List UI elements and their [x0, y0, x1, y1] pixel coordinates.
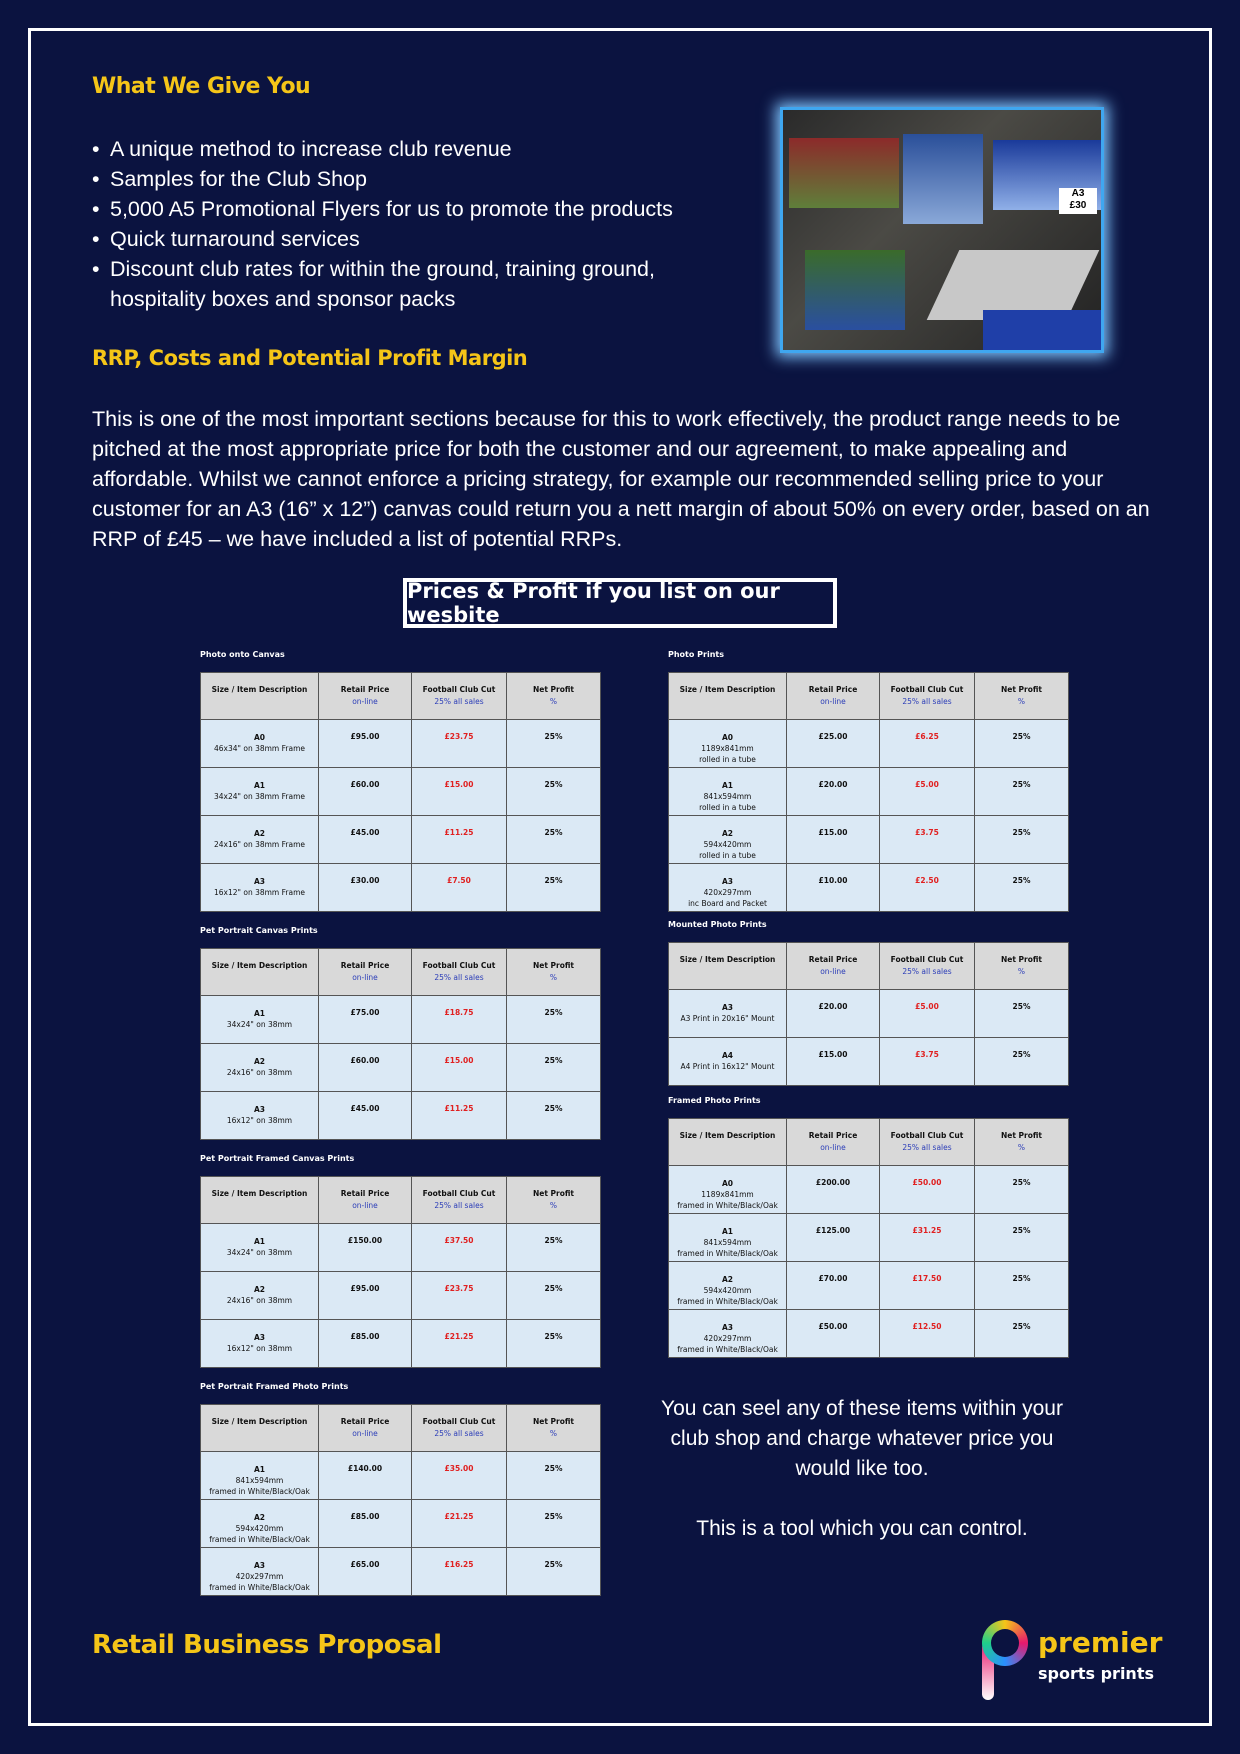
- column-header-label: Net Profit: [1000, 955, 1043, 964]
- column-header: [201, 1177, 319, 1224]
- sell-note: You can seel any of these items within your club shop and charge whatever price you would like too.: [661, 1397, 1063, 1480]
- retail-price-cell: £200.00: [787, 1166, 880, 1214]
- column-header-sub: %: [549, 1201, 558, 1210]
- table-row: [201, 720, 601, 768]
- size-label: A3: [253, 1561, 266, 1570]
- table-row: [669, 1262, 1069, 1310]
- table-row: [669, 1310, 1069, 1358]
- retail-price-cell: £65.00: [319, 1548, 412, 1596]
- net-profit-cell: 25%: [507, 864, 601, 912]
- size-cell: [201, 1272, 319, 1320]
- retail-price-cell: £50.00: [787, 1310, 880, 1358]
- net-profit-cell: 25%: [507, 996, 601, 1044]
- retail-price-cell: £85.00: [319, 1500, 412, 1548]
- size-label: A3: [253, 1333, 266, 1342]
- column-header: [507, 949, 601, 996]
- size-cell: [201, 720, 319, 768]
- column-header-label: Size / Item Description: [679, 955, 776, 964]
- table-header-row: [201, 949, 601, 996]
- benefit-item: • 5,000 A5 Promotional Flyers for us to promote the products: [92, 194, 673, 224]
- retail-price-cell: £20.00: [787, 990, 880, 1038]
- column-header-sub: on-line: [352, 973, 378, 982]
- column-header-label: Size / Item Description: [679, 685, 776, 694]
- size-description: 24x16" on 38mm Frame: [214, 840, 305, 849]
- size-description: 594x420mm framed in White/Black/Oak: [677, 1286, 778, 1306]
- table-row: [669, 720, 1069, 768]
- column-header-label: Net Profit: [532, 685, 575, 694]
- table-row: [201, 1092, 601, 1140]
- retail-price-cell: £95.00: [319, 720, 412, 768]
- net-profit-cell: 25%: [975, 720, 1069, 768]
- size-description: 594x420mm rolled in a tube: [699, 840, 756, 860]
- column-header: [412, 1177, 507, 1224]
- club-cut-cell: £21.25: [412, 1500, 507, 1548]
- column-header-label: Net Profit: [532, 1189, 575, 1198]
- table-row: [669, 816, 1069, 864]
- table-row: [201, 816, 601, 864]
- column-header: [880, 943, 975, 990]
- column-header-label: Size / Item Description: [211, 685, 308, 694]
- table-row: [201, 864, 601, 912]
- size-label: A2: [253, 1285, 266, 1294]
- column-header-label: Net Profit: [532, 961, 575, 970]
- column-header-label: Retail Price: [340, 961, 390, 970]
- price-table-title: Pet Portrait Framed Canvas Prints: [200, 1154, 355, 1163]
- size-cell: [201, 864, 319, 912]
- net-profit-cell: 25%: [975, 864, 1069, 912]
- column-header-label: Football Club Cut: [890, 685, 964, 694]
- table-header-row: [201, 1177, 601, 1224]
- club-shop-photo: [780, 107, 1104, 353]
- size-label: A2: [721, 829, 734, 838]
- retail-price-cell: £75.00: [319, 996, 412, 1044]
- retail-price-cell: £70.00: [787, 1262, 880, 1310]
- column-header-label: Football Club Cut: [890, 955, 964, 964]
- table-header-row: [201, 1405, 601, 1452]
- column-header: [319, 1405, 412, 1452]
- size-description: 16x12" on 38mm Frame: [214, 888, 305, 897]
- column-header-sub: on-line: [352, 697, 378, 706]
- what-we-give-heading: What We Give You: [92, 74, 311, 99]
- price-table: [668, 672, 1069, 912]
- control-note: This is a tool which you can control.: [696, 1517, 1028, 1540]
- size-cell: [201, 1320, 319, 1368]
- club-cut-cell: £15.00: [412, 768, 507, 816]
- club-cut-cell: £3.75: [880, 1038, 975, 1086]
- club-cut-cell: £16.25: [412, 1548, 507, 1596]
- size-label: A4: [721, 1051, 734, 1060]
- retail-price-cell: £85.00: [319, 1320, 412, 1368]
- table-row: [201, 768, 601, 816]
- club-cut-cell: £15.00: [412, 1044, 507, 1092]
- size-description: 420x297mm framed in White/Black/Oak: [209, 1572, 310, 1592]
- table-row: [201, 1452, 601, 1500]
- price-table-title: Pet Portrait Canvas Prints: [200, 926, 318, 935]
- net-profit-cell: 25%: [507, 1044, 601, 1092]
- table-row: [201, 1500, 601, 1548]
- size-label: A3: [253, 1105, 266, 1114]
- price-table-block: [668, 918, 1068, 1086]
- size-description: 16x12" on 38mm: [226, 1344, 293, 1353]
- size-description: 841x594mm framed in White/Black/Oak: [677, 1238, 778, 1258]
- club-cut-cell: £23.75: [412, 720, 507, 768]
- column-header-label: Football Club Cut: [422, 1189, 496, 1198]
- prices-banner-text: Prices & Profit if you list on our wesbite: [407, 582, 833, 624]
- size-cell: [669, 1262, 787, 1310]
- size-description: A4 Print in 16x12" Mount: [680, 1062, 775, 1071]
- size-cell: [201, 1500, 319, 1548]
- club-cut-cell: £5.00: [880, 990, 975, 1038]
- column-header-label: Retail Price: [808, 955, 858, 964]
- benefits-list: [92, 134, 673, 314]
- size-description: 34x24" on 38mm: [226, 1020, 293, 1029]
- table-row: [201, 1044, 601, 1092]
- column-header-label: Size / Item Description: [211, 961, 308, 970]
- size-description: 1189x841mm framed in White/Black/Oak: [677, 1190, 778, 1210]
- size-description: 24x16" on 38mm: [226, 1068, 293, 1077]
- net-profit-cell: 25%: [507, 1092, 601, 1140]
- club-cut-cell: £2.50: [880, 864, 975, 912]
- retail-price-cell: £10.00: [787, 864, 880, 912]
- size-label: A1: [721, 1227, 734, 1236]
- net-profit-cell: 25%: [507, 768, 601, 816]
- retail-price-cell: £45.00: [319, 1092, 412, 1140]
- column-header: [787, 673, 880, 720]
- column-header-sub: 25% all sales: [434, 973, 484, 982]
- column-header: [787, 1119, 880, 1166]
- size-cell: [201, 1548, 319, 1596]
- retail-price-cell: £15.00: [787, 816, 880, 864]
- price-table-title: Photo Prints: [668, 650, 724, 659]
- column-header: [880, 673, 975, 720]
- size-cell: [201, 768, 319, 816]
- column-header-sub: %: [549, 1429, 558, 1438]
- column-header-sub: 25% all sales: [902, 1143, 952, 1152]
- column-header-sub: on-line: [352, 1201, 378, 1210]
- column-header: [669, 943, 787, 990]
- size-cell: [201, 1044, 319, 1092]
- club-cut-cell: £7.50: [412, 864, 507, 912]
- club-cut-cell: £6.25: [880, 720, 975, 768]
- size-cell: [201, 1452, 319, 1500]
- club-cut-cell: £23.75: [412, 1272, 507, 1320]
- price-table-block: [668, 648, 1068, 912]
- retail-price-cell: £60.00: [319, 1044, 412, 1092]
- size-description: 594x420mm framed in White/Black/Oak: [209, 1524, 310, 1544]
- size-label: A2: [253, 829, 266, 838]
- club-cut-cell: £37.50: [412, 1224, 507, 1272]
- retail-price-cell: £95.00: [319, 1272, 412, 1320]
- retail-price-cell: £140.00: [319, 1452, 412, 1500]
- column-header-label: Football Club Cut: [422, 961, 496, 970]
- table-row: [201, 1272, 601, 1320]
- size-cell: [201, 1092, 319, 1140]
- column-header: [319, 949, 412, 996]
- size-description: 34x24" on 38mm: [226, 1248, 293, 1257]
- retail-price-cell: £25.00: [787, 720, 880, 768]
- price-table-title: Framed Photo Prints: [668, 1096, 761, 1105]
- retail-price-cell: £45.00: [319, 816, 412, 864]
- column-header: [880, 1119, 975, 1166]
- size-description: 24x16" on 38mm: [226, 1296, 293, 1305]
- column-header-sub: 25% all sales: [902, 967, 952, 976]
- size-cell: [669, 990, 787, 1038]
- size-label: A1: [253, 1009, 266, 1018]
- size-cell: [669, 720, 787, 768]
- column-header-sub: on-line: [820, 1143, 846, 1152]
- column-header: [507, 673, 601, 720]
- size-cell: [669, 1214, 787, 1262]
- column-header-sub: 25% all sales: [434, 697, 484, 706]
- size-description: 34x24" on 38mm Frame: [214, 792, 305, 801]
- column-header-sub: %: [1017, 697, 1026, 706]
- club-cut-cell: £50.00: [880, 1166, 975, 1214]
- column-header: [412, 1405, 507, 1452]
- rrp-heading: RRP, Costs and Potential Profit Margin: [92, 346, 528, 370]
- club-cut-cell: £21.25: [412, 1320, 507, 1368]
- club-cut-cell: £31.25: [880, 1214, 975, 1262]
- retail-price-cell: £15.00: [787, 1038, 880, 1086]
- column-header-sub: 25% all sales: [902, 697, 952, 706]
- column-header: [201, 1405, 319, 1452]
- column-header: [412, 673, 507, 720]
- column-header-label: Size / Item Description: [679, 1131, 776, 1140]
- size-label: A2: [721, 1275, 734, 1284]
- size-description: 1189x841mm rolled in a tube: [699, 744, 756, 764]
- logo-word-premier: premier: [1038, 1626, 1163, 1659]
- net-profit-cell: 25%: [507, 1320, 601, 1368]
- club-cut-cell: £12.50: [880, 1310, 975, 1358]
- size-cell: [201, 816, 319, 864]
- size-description: 841x594mm rolled in a tube: [699, 792, 756, 812]
- size-cell: [201, 1224, 319, 1272]
- size-label: A1: [253, 781, 266, 790]
- table-row: [669, 990, 1069, 1038]
- size-label: A3: [721, 1003, 734, 1012]
- size-cell: [669, 1310, 787, 1358]
- size-description: 46x34" on 38mm Frame: [214, 744, 305, 753]
- table-row: [201, 996, 601, 1044]
- net-profit-cell: 25%: [507, 1452, 601, 1500]
- pricing-intro-paragraph: This is one of the most important sections because for this to work effectively, the product range needs to be pitched at the most appropriate price for both the customer and our agreement, to make appealing and affordable. Whilst we cannot enforce a pricing strategy, for example our recommended selling price to your customer for an A3 (16” x 12”) canvas could return you a nett margin of about 50% on every order, based on an RRP of £45 – we have included a list of potential RRPs.: [92, 407, 1150, 551]
- column-header: [201, 949, 319, 996]
- net-profit-cell: 25%: [507, 720, 601, 768]
- price-table: [668, 1118, 1069, 1358]
- column-header-label: Retail Price: [340, 1417, 390, 1426]
- benefit-item: • A unique method to increase club revenue: [92, 134, 673, 164]
- benefit-item: • Samples for the Club Shop: [92, 164, 673, 194]
- size-label: A0: [721, 733, 734, 742]
- size-description: A3 Print in 20x16" Mount: [680, 1014, 775, 1023]
- size-cell: [669, 816, 787, 864]
- price-table-block: [200, 648, 600, 912]
- column-header-label: Net Profit: [532, 1417, 575, 1426]
- net-profit-cell: 25%: [507, 1224, 601, 1272]
- column-header-sub: on-line: [820, 967, 846, 976]
- club-cut-cell: £18.75: [412, 996, 507, 1044]
- column-header: [412, 949, 507, 996]
- net-profit-cell: 25%: [507, 1500, 601, 1548]
- size-cell: [669, 1038, 787, 1086]
- table-header-row: [669, 1119, 1069, 1166]
- column-header-sub: %: [549, 697, 558, 706]
- price-table-block: [200, 1380, 600, 1596]
- benefit-item: • Discount club rates for within the ground, training ground, hospitality boxes and sponsor packs: [92, 254, 673, 314]
- column-header: [669, 673, 787, 720]
- footer-title: Retail Business Proposal: [92, 1630, 442, 1660]
- club-cut-cell: £3.75: [880, 816, 975, 864]
- price-table-block: [668, 1094, 1068, 1358]
- net-profit-cell: 25%: [507, 816, 601, 864]
- club-cut-cell: £35.00: [412, 1452, 507, 1500]
- column-header: [975, 943, 1069, 990]
- column-header-label: Retail Price: [340, 1189, 390, 1198]
- column-header-label: Retail Price: [340, 685, 390, 694]
- column-header-sub: 25% all sales: [434, 1201, 484, 1210]
- net-profit-cell: 25%: [975, 1166, 1069, 1214]
- size-description: 420x297mm framed in White/Black/Oak: [677, 1334, 778, 1354]
- price-table: [200, 1176, 601, 1368]
- size-description: 420x297mm inc Board and Packet: [688, 888, 767, 908]
- size-cell: [669, 768, 787, 816]
- column-header-label: Size / Item Description: [211, 1417, 308, 1426]
- price-table-title: Pet Portrait Framed Photo Prints: [200, 1382, 349, 1391]
- column-header-sub: %: [549, 973, 558, 982]
- net-profit-cell: 25%: [507, 1272, 601, 1320]
- retail-price-cell: £30.00: [319, 864, 412, 912]
- table-row: [669, 768, 1069, 816]
- column-header: [669, 1119, 787, 1166]
- size-cell: [669, 864, 787, 912]
- column-header-label: Net Profit: [1000, 685, 1043, 694]
- column-header-label: Retail Price: [808, 685, 858, 694]
- net-profit-cell: 25%: [975, 1262, 1069, 1310]
- size-label: A3: [721, 1323, 734, 1332]
- table-row: [669, 1038, 1069, 1086]
- net-profit-cell: 25%: [975, 1214, 1069, 1262]
- table-row: [669, 1214, 1069, 1262]
- size-label: A1: [721, 781, 734, 790]
- column-header-label: Net Profit: [1000, 1131, 1043, 1140]
- size-label: A3: [253, 877, 266, 886]
- size-label: A1: [253, 1237, 266, 1246]
- column-header: [319, 673, 412, 720]
- club-cut-cell: £17.50: [880, 1262, 975, 1310]
- column-header: [975, 673, 1069, 720]
- size-cell: [201, 996, 319, 1044]
- table-header-row: [201, 673, 601, 720]
- price-table-title: Mounted Photo Prints: [668, 920, 767, 929]
- club-cut-cell: £5.00: [880, 768, 975, 816]
- table-row: [669, 864, 1069, 912]
- size-label: A0: [253, 733, 266, 742]
- price-table: [200, 948, 601, 1140]
- column-header-sub: 25% all sales: [434, 1429, 484, 1438]
- net-profit-cell: 25%: [975, 768, 1069, 816]
- net-profit-cell: 25%: [975, 816, 1069, 864]
- retail-price-cell: £60.00: [319, 768, 412, 816]
- column-header-sub: on-line: [820, 697, 846, 706]
- column-header-sub: on-line: [352, 1429, 378, 1438]
- column-header: [787, 943, 880, 990]
- photo-price-tag: A3 £30: [1059, 188, 1097, 214]
- column-header: [201, 673, 319, 720]
- price-table: [668, 942, 1069, 1086]
- column-header-label: Size / Item Description: [211, 1189, 308, 1198]
- premier-sports-prints-logo: [980, 1620, 1163, 1700]
- size-label: A0: [721, 1179, 734, 1188]
- column-header-sub: %: [1017, 1143, 1026, 1152]
- table-header-row: [669, 943, 1069, 990]
- column-header: [507, 1177, 601, 1224]
- column-header-label: Retail Price: [808, 1131, 858, 1140]
- column-header-label: Football Club Cut: [422, 685, 496, 694]
- net-profit-cell: 25%: [975, 1310, 1069, 1358]
- logo-word-sports-prints: sports prints: [1038, 1664, 1154, 1683]
- net-profit-cell: 25%: [507, 1548, 601, 1596]
- size-label: A3: [721, 877, 734, 886]
- table-row: [669, 1166, 1069, 1214]
- column-header-sub: %: [1017, 967, 1026, 976]
- table-header-row: [669, 673, 1069, 720]
- size-label: A2: [253, 1057, 266, 1066]
- column-header: [975, 1119, 1069, 1166]
- table-row: [201, 1548, 601, 1596]
- club-cut-cell: £11.25: [412, 816, 507, 864]
- price-table: [200, 672, 601, 912]
- size-description: 16x12" on 38mm: [226, 1116, 293, 1125]
- net-profit-cell: 25%: [975, 990, 1069, 1038]
- price-table: [200, 1404, 601, 1596]
- column-header-label: Football Club Cut: [422, 1417, 496, 1426]
- size-label: A1: [253, 1465, 266, 1474]
- price-table-block: [200, 1152, 600, 1368]
- size-label: A2: [253, 1513, 266, 1522]
- price-table-block: [200, 924, 600, 1140]
- column-header: [507, 1405, 601, 1452]
- table-row: [201, 1320, 601, 1368]
- size-description: 841x594mm framed in White/Black/Oak: [209, 1476, 310, 1496]
- price-table-title: Photo onto Canvas: [200, 650, 285, 659]
- logo-mark-icon: [982, 1620, 1028, 1666]
- column-header-label: Football Club Cut: [890, 1131, 964, 1140]
- prices-banner: [403, 578, 837, 628]
- table-row: [201, 1224, 601, 1272]
- net-profit-cell: 25%: [975, 1038, 1069, 1086]
- size-cell: [669, 1166, 787, 1214]
- retail-price-cell: £125.00: [787, 1214, 880, 1262]
- column-header: [319, 1177, 412, 1224]
- benefit-item: • Quick turnaround services: [92, 224, 673, 254]
- club-cut-cell: £11.25: [412, 1092, 507, 1140]
- retail-price-cell: £150.00: [319, 1224, 412, 1272]
- retail-price-cell: £20.00: [787, 768, 880, 816]
